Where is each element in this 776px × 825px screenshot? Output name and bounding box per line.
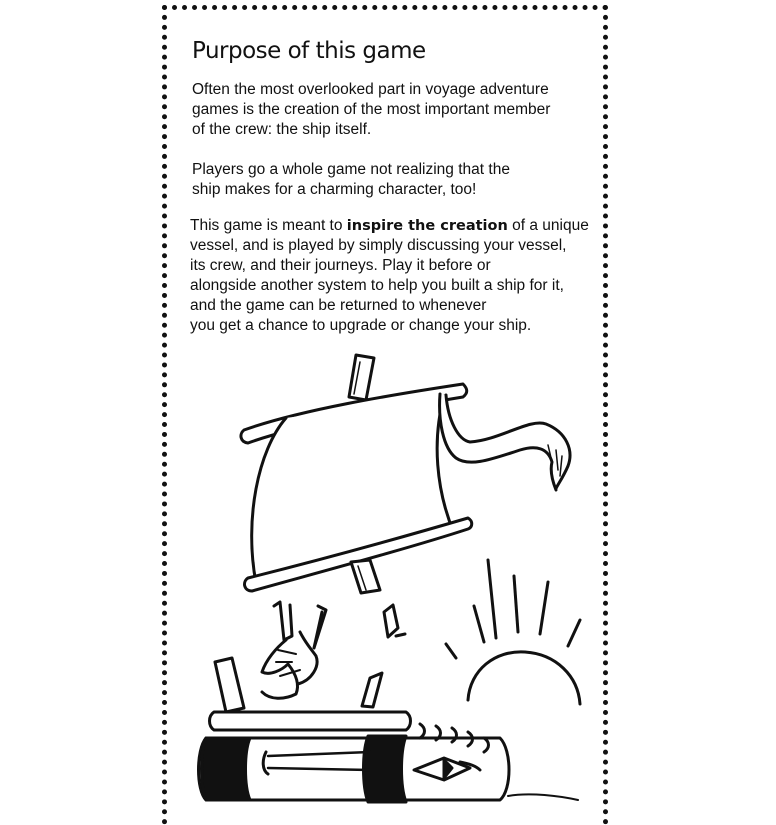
purpose-line-start: This game is meant to (190, 217, 347, 234)
purpose-paragraph (190, 216, 589, 336)
ship-sketch-svg (170, 345, 606, 812)
intro-line: of the crew: the ship itself. (192, 121, 372, 138)
purpose-line-end: of a unique (507, 217, 589, 234)
ship-sketch-illustration (170, 345, 606, 812)
sun-rays (446, 560, 580, 658)
mast-fragments (362, 605, 405, 707)
mast-top (349, 355, 374, 400)
water-line (508, 794, 578, 800)
intro-line: games is the creation of the most important member (192, 101, 551, 118)
players-line: ship makes for a charming character, too! (192, 181, 477, 198)
pennant-flag (440, 394, 570, 490)
players-line: Players go a whole game not realizing that the (192, 161, 510, 178)
hull-post (215, 658, 244, 712)
page-title: Purpose of this game (192, 38, 426, 64)
purpose-line: and the game can be returned to whenever (190, 297, 487, 314)
purpose-line: vessel, and is played by simply discussing your vessel, (190, 237, 567, 254)
emphasis-text: inspire the creation (346, 218, 508, 234)
sun-arc (468, 652, 580, 704)
purpose-line (190, 216, 589, 236)
players-paragraph (192, 160, 510, 200)
intro-paragraph (192, 80, 550, 140)
mast-lower (351, 560, 380, 593)
deck-plank (210, 712, 411, 730)
intro-line: Often the most overlooked part in voyage adventure (192, 81, 549, 98)
purpose-line: its crew, and their journeys. Play it before or (190, 257, 491, 274)
purpose-line: alongside another system to help you built a ship for it, (190, 277, 564, 294)
purpose-line: you get a chance to upgrade or change your ship. (190, 317, 532, 334)
waving-figure (262, 602, 326, 698)
